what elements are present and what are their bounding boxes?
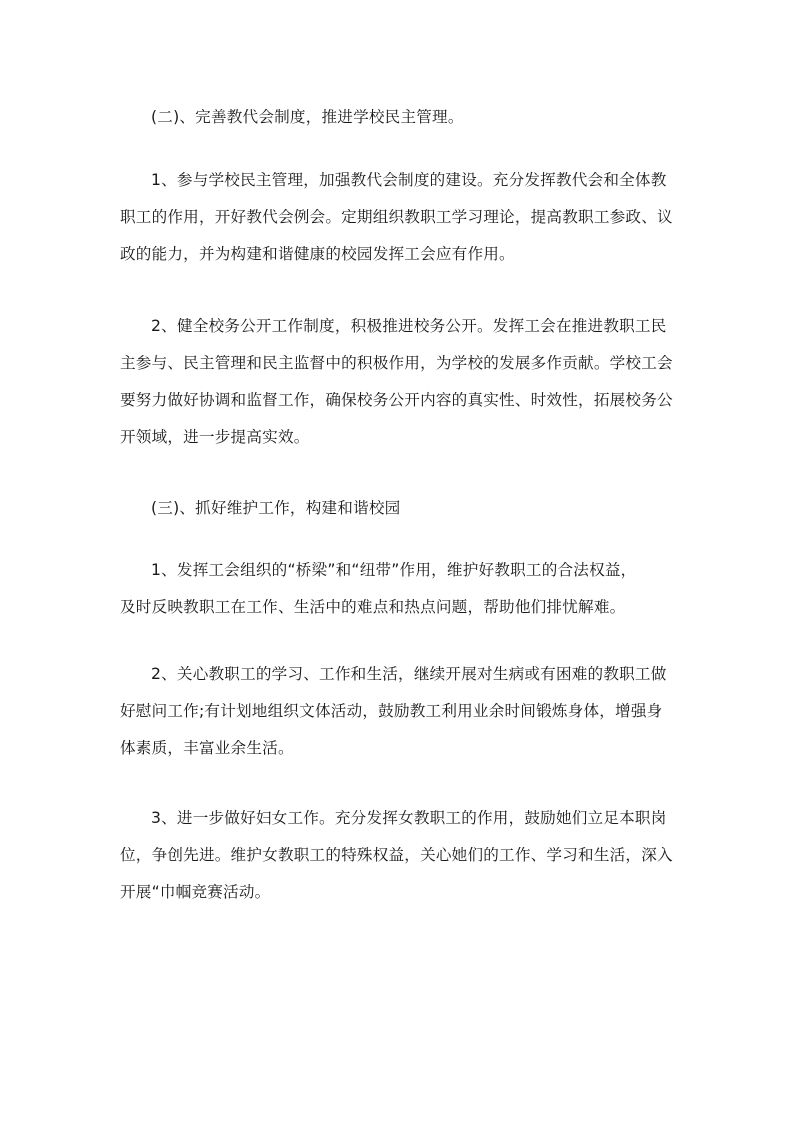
paragraph-line: 2、健全校务公开工作制度，积极推进校务公开。发挥工会在推进教职工民 [151, 317, 667, 335]
paragraph-line: 体素质，丰富业余生活。 [120, 739, 294, 757]
section-2-heading [120, 99, 678, 136]
paragraph-line: 要努力做好协调和监督工作，确保校务公开内容的真实性、时效性，拓展校务公 [120, 391, 673, 409]
section-2-item-1 [120, 162, 678, 273]
paragraph-line: 1、参与学校民主管理，加强教代会制度的建设。充分发挥教代会和全体教 [151, 171, 667, 189]
section-3-heading [120, 490, 678, 527]
paragraph-line: 及时反映教职工在工作、生活中的难点和热点问题，帮助他们排忧解难。 [120, 598, 626, 616]
paragraph-line: 好慰问工作;有计划地组织文体活动，鼓励教工利用业余时间锻炼身体，增强身 [120, 702, 663, 720]
paragraph-line: 3、进一步做好妇女工作。充分发挥女教职工的作用，鼓励她们立足本职岗 [151, 809, 667, 827]
section-3-item-2 [120, 656, 678, 767]
paragraph-line: 2、关心教职工的学习、工作和生活，继续开展对生病或有困难的教职工做 [151, 665, 667, 683]
paragraph-line: 主参与、民主管理和民主监督中的积极作用，为学校的发展多作贡献。学校工会 [120, 354, 673, 372]
paragraph-line: 政的能力，并为构建和谐健康的校园发挥工会应有作用。 [120, 245, 515, 263]
heading-line: (三)、抓好维护工作，构建和谐校园 [151, 499, 401, 517]
heading-line: (二)、完善教代会制度，推进学校民主管理。 [151, 108, 464, 126]
paragraph-line: 1、发挥工会组织的“桥梁”和“纽带”作用，维护好教职工的合法权益， [151, 561, 637, 579]
section-3-item-3 [120, 800, 678, 911]
paragraph-line: 位，争创先进。维护女教职工的特殊权益，关心她们的工作、学习和生活，深入 [120, 846, 673, 864]
paragraph-line: 开展“巾帼竞赛活动。 [120, 883, 271, 901]
paragraph-line: 开领域，进一步提高实效。 [120, 428, 310, 446]
section-3-item-1 [120, 552, 678, 626]
paragraph-line: 职工的作用，开好教代会例会。定期组织教职工学习理论，提高教职工参政、议 [120, 208, 673, 226]
section-2-item-2 [120, 308, 678, 456]
